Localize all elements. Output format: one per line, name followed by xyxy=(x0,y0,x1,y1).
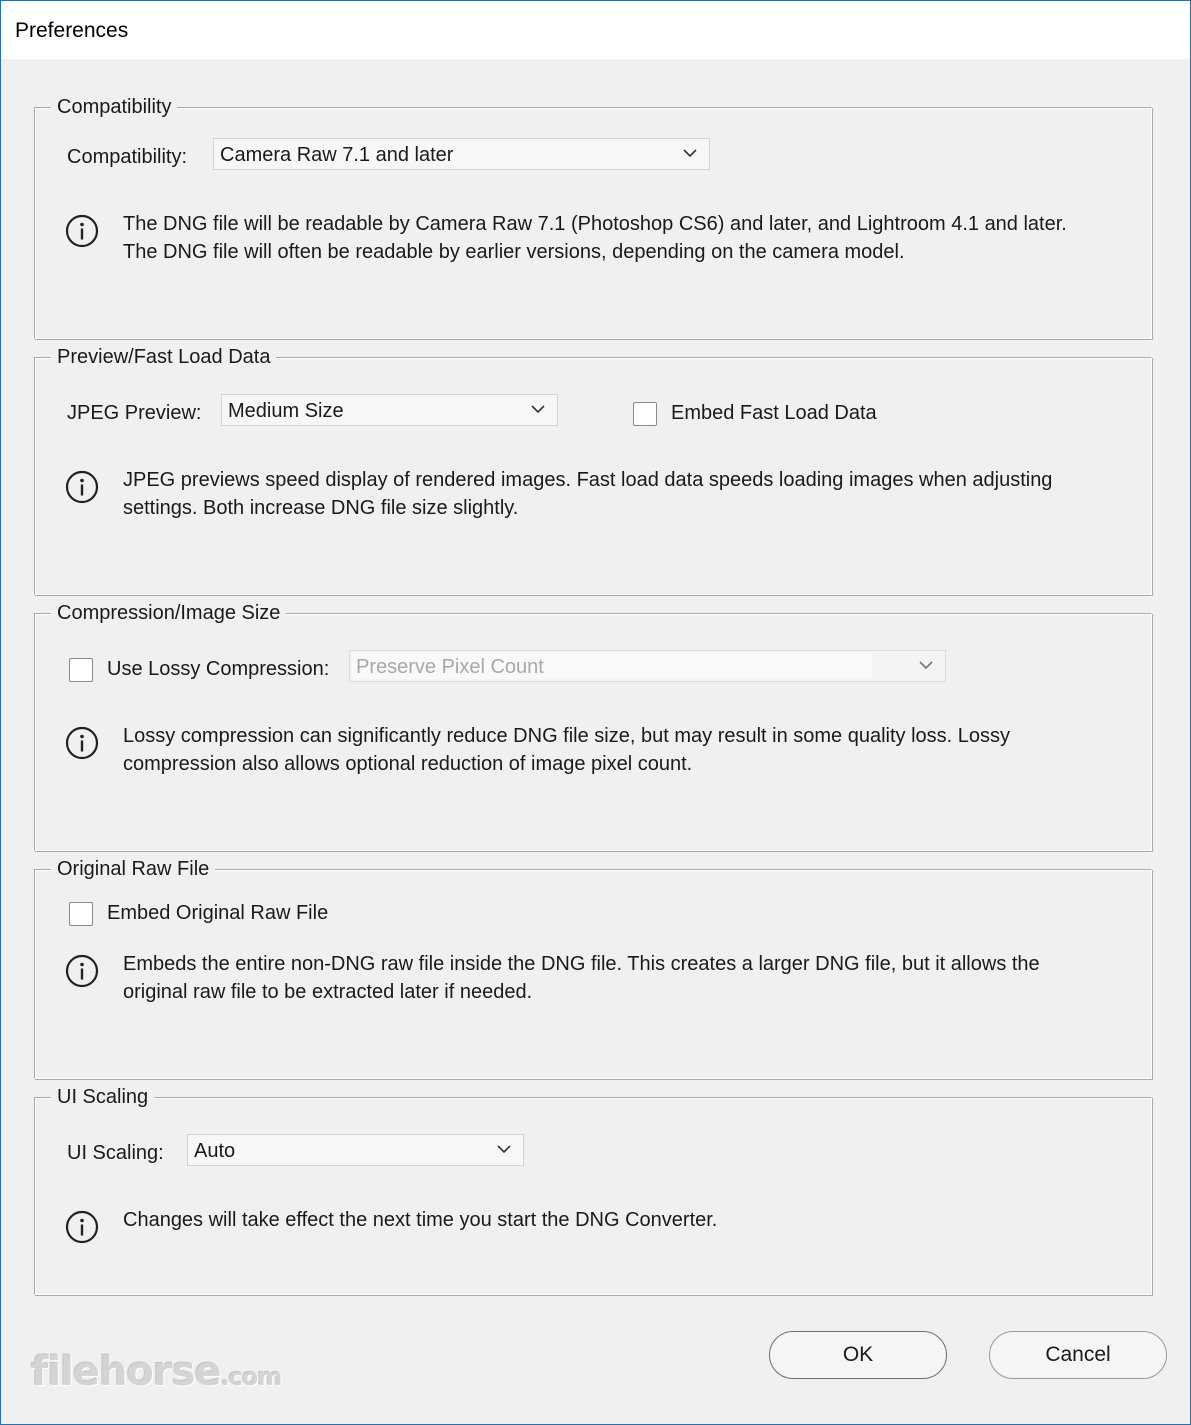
window-title: Preferences xyxy=(15,19,129,42)
compatibility-label: Compatibility: xyxy=(67,146,188,168)
info-circle-icon xyxy=(65,470,99,504)
original-raw-group xyxy=(34,858,1152,1079)
info-circle-icon xyxy=(65,954,99,988)
jpeg-preview-dropdown[interactable] xyxy=(221,394,558,426)
info-circle-icon xyxy=(65,726,99,760)
embed-fast-load-label[interactable]: Embed Fast Load Data xyxy=(671,402,877,424)
pixel-count-dropdown xyxy=(349,650,946,682)
chevron-down-icon xyxy=(497,1144,511,1154)
info-line: The DNG file will be readable by Camera Raw 7.1 (Photoshop CS6) and later, and Lightroom 4.1 and later. xyxy=(123,213,1067,235)
pixel-count-selected-value: Preserve Pixel Count xyxy=(356,656,544,678)
ui-scaling-selected-value: Auto xyxy=(194,1140,236,1162)
embed-fast-load-checkbox[interactable] xyxy=(633,402,657,426)
info-line: Lossy compression can significantly reduce DNG file size, but may result in some quality loss. Lossy xyxy=(123,725,1011,747)
ui-scaling-label: UI Scaling: xyxy=(67,1142,164,1164)
ui-scaling-info-text xyxy=(123,1206,1133,1234)
info-line: Changes will take effect the next time you start the DNG Converter. xyxy=(123,1209,718,1231)
lossy-compression-label[interactable]: Use Lossy Compression: xyxy=(107,658,330,680)
preview-info-text xyxy=(123,466,1133,522)
ui-scaling-group xyxy=(34,1086,1152,1295)
preview-group-label: Preview/Fast Load Data xyxy=(51,344,276,370)
watermark-suffix: .com xyxy=(220,1363,282,1391)
cancel-button[interactable]: Cancel xyxy=(989,1331,1167,1379)
jpeg-preview-label: JPEG Preview: xyxy=(67,402,202,424)
info-circle-icon xyxy=(65,1210,99,1244)
chevron-down-icon xyxy=(531,404,545,414)
lossy-compression-checkbox[interactable] xyxy=(69,658,93,682)
compatibility-group-label: Compatibility xyxy=(51,94,177,120)
compression-info-text xyxy=(123,722,1133,778)
chevron-down-icon xyxy=(919,660,933,670)
ui-scaling-group-label: UI Scaling xyxy=(51,1084,154,1110)
info-circle-icon xyxy=(65,214,99,248)
info-line: compression also allows optional reduction of image pixel count. xyxy=(123,753,693,775)
watermark-main: filehorse xyxy=(31,1349,221,1395)
info-line: settings. Both increase DNG file size slightly. xyxy=(123,497,519,519)
info-line: The DNG file will often be readable by earlier versions, depending on the camera model. xyxy=(123,241,905,263)
compatibility-dropdown[interactable] xyxy=(213,138,710,170)
preview-group xyxy=(34,346,1152,595)
original-raw-info-text xyxy=(123,950,1133,1006)
embed-original-raw-label[interactable]: Embed Original Raw File xyxy=(107,902,329,924)
compression-group xyxy=(34,602,1152,851)
chevron-down-icon xyxy=(683,148,697,158)
compatibility-info-text xyxy=(123,210,1133,266)
info-line: JPEG previews speed display of rendered images. Fast load data speeds loading images when adjusting xyxy=(123,469,1053,491)
ui-scaling-dropdown[interactable] xyxy=(187,1134,524,1166)
original-raw-group-label: Original Raw File xyxy=(51,856,215,882)
ok-button[interactable]: OK xyxy=(769,1331,947,1379)
jpeg-preview-selected-value: Medium Size xyxy=(228,400,344,422)
embed-original-raw-checkbox[interactable] xyxy=(69,902,93,926)
title-bar xyxy=(1,1,1190,59)
compatibility-group xyxy=(34,96,1152,339)
compression-group-label: Compression/Image Size xyxy=(51,600,286,626)
filehorse-watermark-logo xyxy=(31,1349,281,1395)
info-line: Embeds the entire non-DNG raw file inside the DNG file. This creates a larger DNG file, but it allows the xyxy=(123,953,1040,975)
info-line: original raw file to be extracted later if needed. xyxy=(123,981,533,1003)
compatibility-selected-value: Camera Raw 7.1 and later xyxy=(220,144,454,166)
